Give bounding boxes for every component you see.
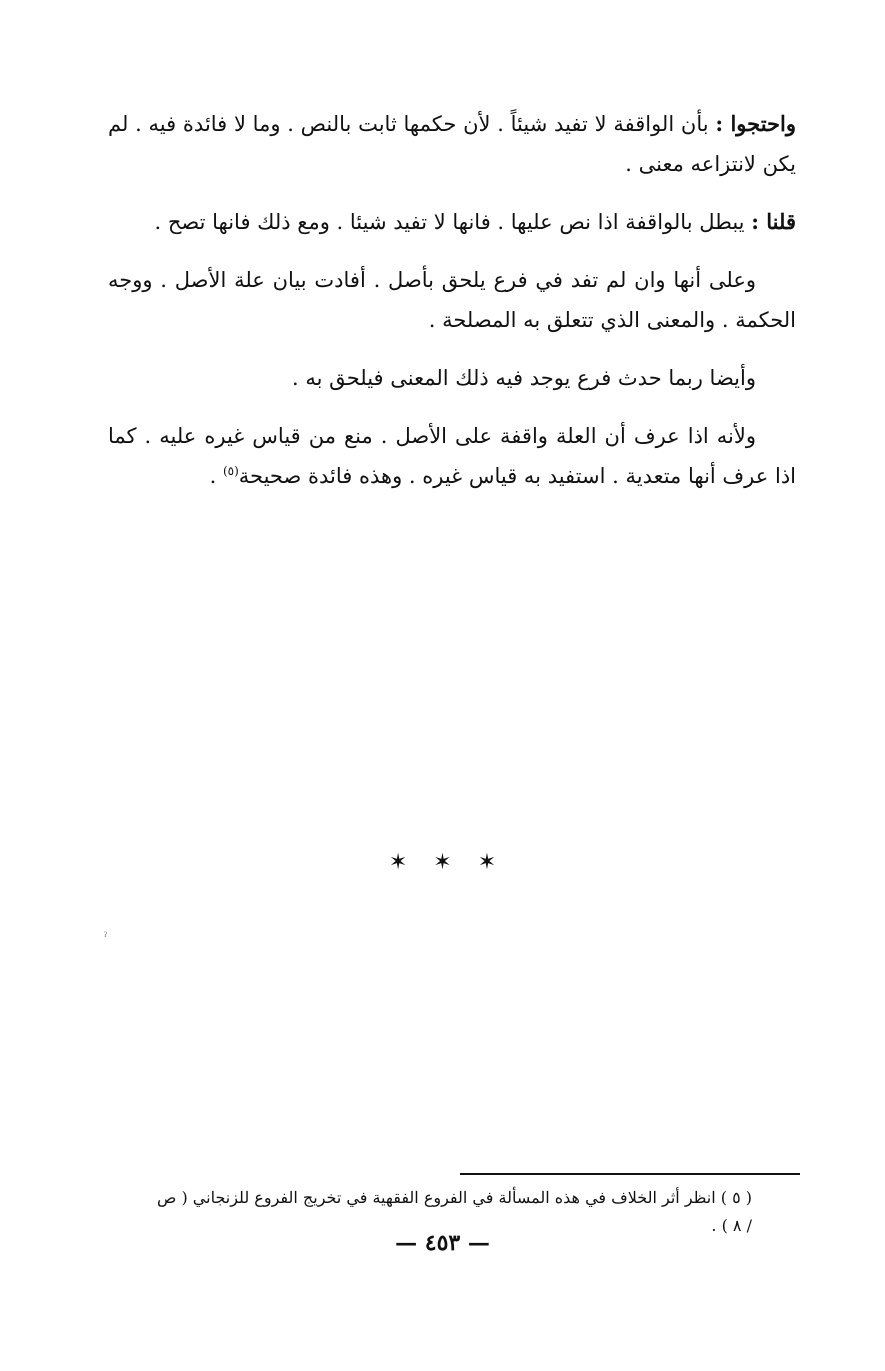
paragraph-because	[108, 416, 796, 496]
paragraph-arguments	[108, 104, 796, 184]
section-separator-stars: ✶✶✶	[388, 850, 523, 875]
body-text	[108, 104, 796, 514]
paragraph-also	[108, 358, 796, 398]
paragraph-end: .	[209, 464, 223, 488]
page-number: — ٤٥٣ —	[395, 1230, 490, 1256]
footnote-reference: (٥)	[222, 464, 239, 478]
paragraph-text: ولأنه اذا عرف أن العلة واقفة على الأصل . منع من قياس غيره عليه . كما اذا عرف أنها متعدية . استفيد به قياس غيره . وهذه فائدة صحيحة	[108, 424, 796, 488]
paragraph-text: وأيضا ربما حدث فرع يوجد فيه ذلك المعنى فيلحق به .	[292, 366, 756, 390]
paragraph-benefit	[108, 260, 796, 340]
paragraph-lead: قلنا :	[751, 209, 796, 234]
paragraph-text: يبطل بالواقفة اذا نص عليها . فانها لا تفيد شيئا . ومع ذلك فانها تصح .	[154, 210, 752, 234]
paragraph-text: وعلى أنها وان لم تفد في فرع يلحق بأصل . أفادت بيان علة الأصل . ووجه الحكمة . والمعنى الذي تتعلق به المصلحة .	[108, 268, 796, 332]
paragraph-lead: واحتجوا :	[715, 111, 796, 136]
paragraph-text: بأن الواقفة لا تفيد شيئاً . لأن حكمها ثابت بالنص . وما لا فائدة فيه . لم يكن لانتزاعه معنى .	[108, 112, 796, 176]
footnote-divider	[460, 1173, 800, 1175]
paragraph-response	[108, 202, 796, 242]
footnote: ( ٥ ) انظر أثر الخلاف في هذه المسألة في الفروع الفقهية في تخريج الفروع للزنجاني ( ص / ٨ ) .	[157, 1188, 752, 1235]
scan-speck: ˀ	[104, 930, 108, 944]
